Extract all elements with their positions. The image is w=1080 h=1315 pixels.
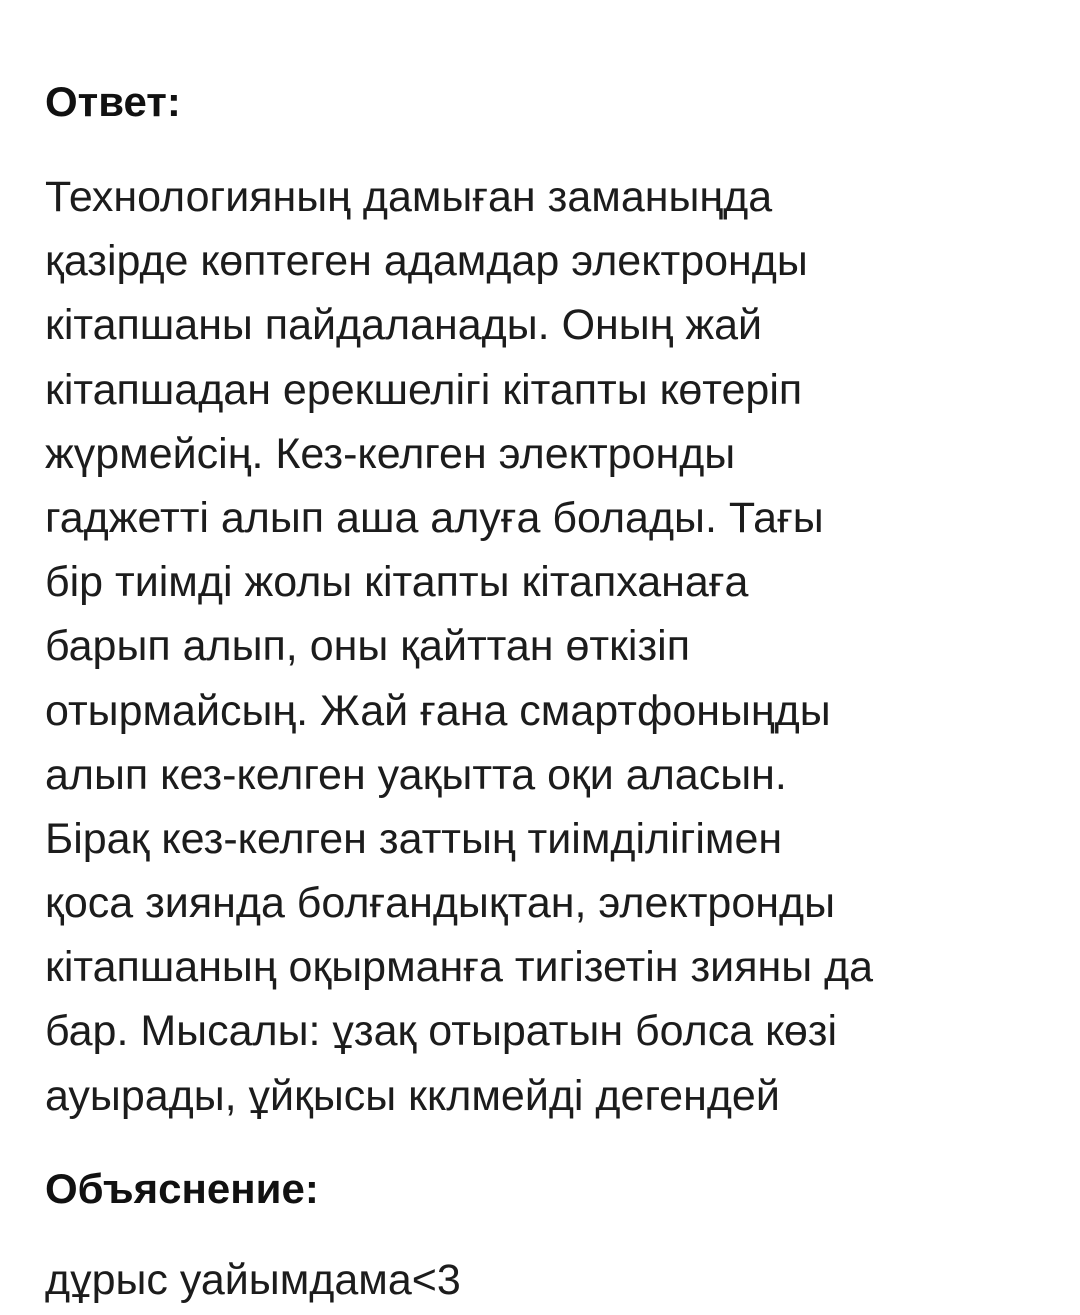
- answer-line: Технологияның дамыған заманыңда: [45, 173, 773, 221]
- answer-line: Бірақ кез-келген заттың тиімділігімен: [45, 814, 783, 863]
- answer-line: кітапшаны пайдаланады. Оның жай: [45, 301, 763, 350]
- answer-heading: Ответ:: [45, 78, 181, 125]
- answer-line: бар. Мысалы: ұзақ отыратын болса көзі: [45, 1007, 838, 1056]
- answer-line: кітапшаның оқырманға тигізетін зияны да: [45, 943, 874, 992]
- answer-line: жүрмейсің. Кез-келген электронды: [45, 429, 736, 478]
- explanation-heading: Объяснение:: [45, 1165, 319, 1212]
- answer-line: барып алып, оны қайттан өткізіп: [45, 622, 690, 671]
- answer-line: ауырады, ұйқысы кклмейді дегендей: [45, 1071, 780, 1120]
- answer-line: гаджетті алып аша алуға болады. Тағы: [45, 493, 824, 542]
- answer-line: кітапшадан ерекшелігі кітапты көтеріп: [45, 365, 803, 414]
- answer-line: қазірде көптеген адамдар электронды: [45, 237, 808, 286]
- answer-line: отырмайсың. Жай ғана смартфоныңды: [45, 686, 831, 735]
- answer-body: [45, 165, 873, 1128]
- explanation-text: дұрыс уайымдама<3: [45, 1256, 461, 1304]
- answer-line: бір тиімді жолы кітапты кітапханаға: [45, 558, 749, 607]
- answer-line: алып кез-келген уақытта оқи аласын.: [45, 750, 787, 799]
- answer-line: қоса зиянда болғандықтан, электронды: [45, 879, 835, 928]
